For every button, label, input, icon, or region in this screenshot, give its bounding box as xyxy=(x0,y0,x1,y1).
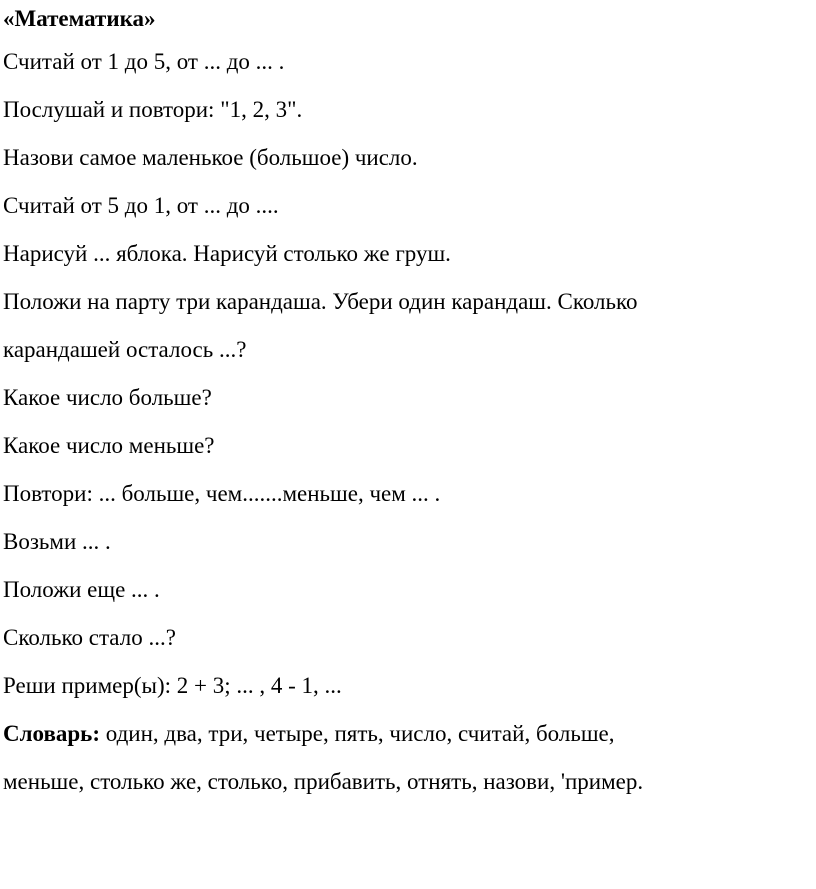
task-line-14: Реши пример(ы): 2 + 3; ... , 4 - 1, ... xyxy=(3,673,342,698)
task-line-4: Считай от 5 до 1, от ... до .... xyxy=(3,193,279,218)
task-line-13: Сколько стало ...? xyxy=(3,625,176,650)
document-title: «Математика» xyxy=(3,6,156,31)
task-line-9: Какое число меньше? xyxy=(3,433,215,458)
document xyxy=(3,0,813,806)
task-line-11: Возьми ... . xyxy=(3,529,111,554)
vocabulary-line-2: меньше, столько же, столько, прибавить, отнять, назови, 'пример. xyxy=(3,769,644,794)
task-line-6: Положи на парту три карандаша. Убери один карандаш. Сколько xyxy=(3,289,638,314)
task-line-10: Повтори: ... больше, чем.......меньше, чем ... . xyxy=(3,481,441,506)
task-line-3: Назови самое маленькое (большое) число. xyxy=(3,145,418,170)
task-line-7: карандашей осталось ...? xyxy=(3,337,247,362)
vocabulary-line-1 xyxy=(3,710,813,758)
task-line-8: Какое число больше? xyxy=(3,385,212,410)
vocabulary-label: Словарь: xyxy=(3,721,100,746)
task-line-2: Послушай и повтори: "1, 2, 3". xyxy=(3,97,303,122)
vocabulary-text-1: один, два, три, четыре, пять, число, считай, больше, xyxy=(99,721,615,746)
task-line-5: Нарисуй ... яблока. Нарисуй столько же груш. xyxy=(3,241,451,266)
task-line-1: Считай от 1 до 5, от ... до ... . xyxy=(3,49,285,74)
task-line-12: Положи еще ... . xyxy=(3,577,160,602)
